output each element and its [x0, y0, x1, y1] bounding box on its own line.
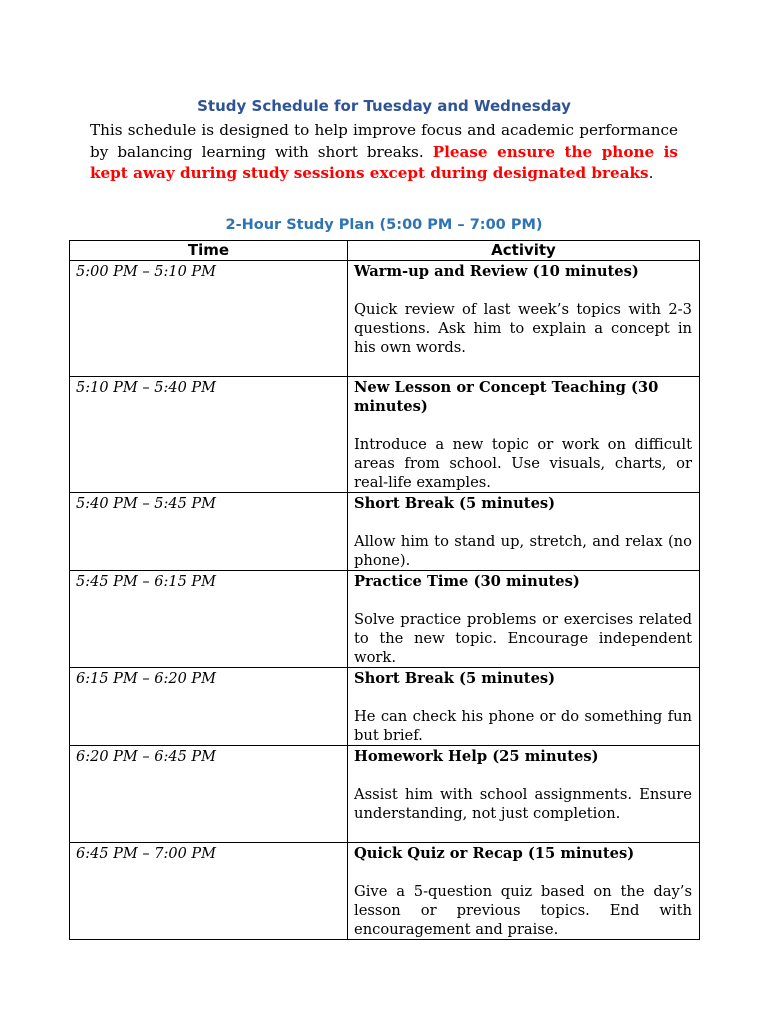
activity-description: Give a 5-question quiz based on the day’s lesson or previous topics. End with encouragement and praise.	[354, 883, 692, 938]
schedule-table	[69, 240, 700, 940]
intro-text: This schedule is designed to help improve focus and academic performance by balancing learning with short breaks.	[90, 121, 678, 161]
activity-heading: Short Break (5 minutes)	[354, 670, 556, 687]
activity-description: Assist him with school assignments. Ensure understanding, not just completion.	[354, 786, 692, 822]
activity-heading: Practice Time (30 minutes)	[354, 573, 580, 590]
table-row	[70, 493, 700, 571]
activity-description: He can check his phone or do something fun but brief.	[354, 708, 692, 744]
study-plan-title: 2-Hour Study Plan (5:00 PM – 7:00 PM)	[225, 217, 543, 233]
activity-cell	[348, 377, 700, 493]
activity-cell	[348, 571, 700, 668]
activity-cell	[348, 493, 700, 571]
table-row	[70, 571, 700, 668]
time-cell: 6:45 PM – 7:00 PM	[70, 843, 348, 940]
table-row	[70, 377, 700, 493]
activity-heading: Homework Help (25 minutes)	[354, 748, 599, 765]
activity-cell	[348, 668, 700, 746]
activity-heading: Short Break (5 minutes)	[354, 495, 556, 512]
table-row	[70, 746, 700, 843]
activity-cell	[348, 843, 700, 940]
time-cell: 6:20 PM – 6:45 PM	[70, 746, 348, 843]
table-row	[70, 843, 700, 940]
activity-description: Quick review of last week’s topics with 2-3 questions. Ask him to explain a concept in his own words.	[354, 301, 692, 356]
table-row	[70, 668, 700, 746]
time-cell: 5:00 PM – 5:10 PM	[70, 261, 348, 377]
activity-description: Solve practice problems or exercises related to the new topic. Encourage independent work.	[354, 611, 692, 666]
table-header-row	[70, 241, 700, 261]
time-column-header: Time	[70, 241, 348, 261]
time-cell: 5:45 PM – 6:15 PM	[70, 571, 348, 668]
time-cell: 5:40 PM – 5:45 PM	[70, 493, 348, 571]
activity-cell	[348, 261, 700, 377]
activity-cell	[348, 746, 700, 843]
activity-heading: Warm-up and Review (10 minutes)	[354, 263, 639, 280]
time-cell: 5:10 PM – 5:40 PM	[70, 377, 348, 493]
phone-warning: Please ensure the phone is kept away during study sessions except during designated breaks	[90, 142, 678, 183]
document-title: Study Schedule for Tuesday and Wednesday	[197, 97, 571, 115]
intro-end: .	[648, 164, 654, 183]
activity-description: Introduce a new topic or work on difficult areas from school. Use visuals, charts, or real-life examples.	[354, 436, 692, 491]
table-row	[70, 261, 700, 377]
activity-description: Allow him to stand up, stretch, and relax (no phone).	[354, 533, 692, 569]
intro-paragraph	[90, 120, 678, 185]
activity-heading: Quick Quiz or Recap (15 minutes)	[354, 845, 635, 862]
activity-column-header: Activity	[348, 241, 700, 261]
activity-heading: New Lesson or Concept Teaching (30 minutes)	[354, 379, 659, 415]
time-cell: 6:15 PM – 6:20 PM	[70, 668, 348, 746]
